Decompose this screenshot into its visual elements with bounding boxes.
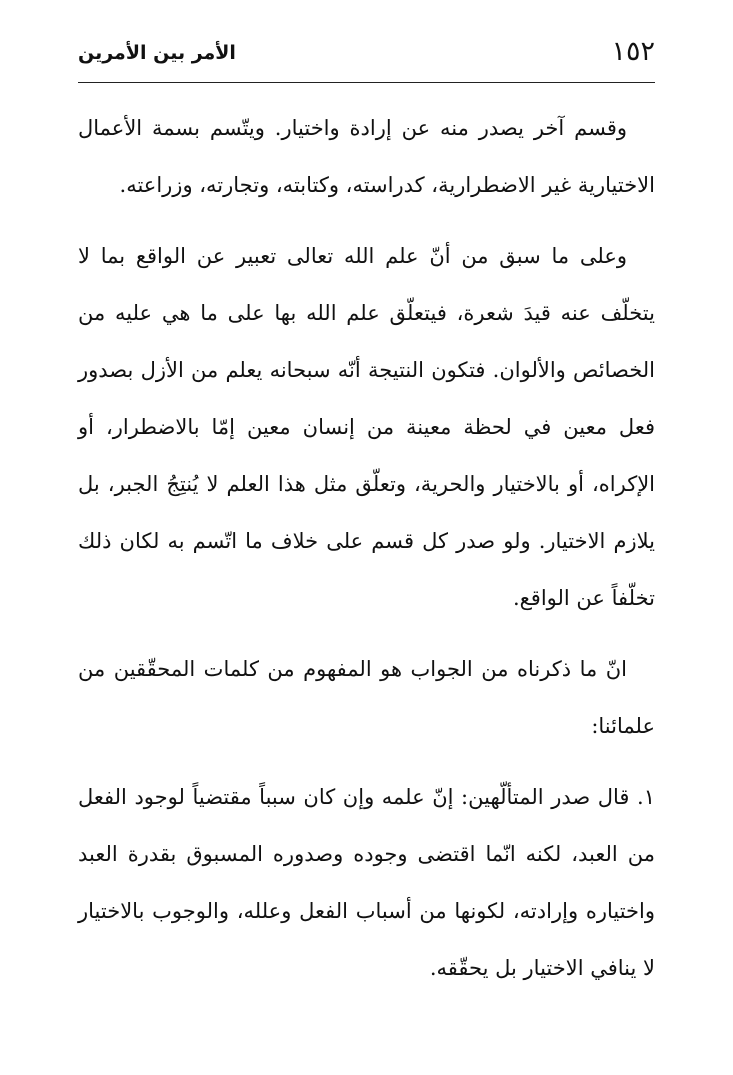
page-body <box>78 100 655 1011</box>
paragraph-sadr-al-mutaallihin-quote: ١. قال صدر المتألّهين: إنّ علمه وإن كان سبباً مقتضياً لوجود الفعل من العبد، لكنه انّما اقتضى وجوده وصدوره المسبوق بقدرة العبد واختياره وإرادته، لكونها من أسباب الفعل وعلله، والوجوب بالاختيار لا ينافي الاختيار بل يحقّقه. <box>78 785 655 980</box>
paragraph-voluntary-acts: وقسم آخر يصدر منه عن إرادة واختيار. ويتّسم بسمة الأعمال الاختيارية غير الاضطرارية، كدراسته، وكتابته، وتجارته، وزراعته. <box>78 116 655 197</box>
page-number: ١٥٢ <box>611 36 655 67</box>
paragraph-scholars-view: انّ ما ذكرناه من الجواب هو المفهوم من كلمات المحقّقين من علمائنا: <box>78 657 655 738</box>
page-header <box>78 30 655 83</box>
paragraph-divine-knowledge: وعلى ما سبق من أنّ علم الله تعالى تعبير عن الواقع بما لا يتخلّف عنه قيدَ شعرة، فيتعلّق علم الله بها على ما هي عليه من الخصائص والألوان. فتكون النتيجة أنّه سبحانه يعلم من الأزل بصدور فعل معين في لحظة معينة من إنسان معين إمّا بالاضطرار، أو الإكراه، أو بالاختيار والحرية، وتعلّق مثل هذا العلم لا يُنتِجُ الجبر، بل يلازم الاختيار. ولو صدر كل قسم على خلاف ما اتّسم به لكان ذلك تخلّفاً عن الواقع. <box>78 244 655 610</box>
running-title: الأمر بين الأمرين <box>78 42 236 64</box>
